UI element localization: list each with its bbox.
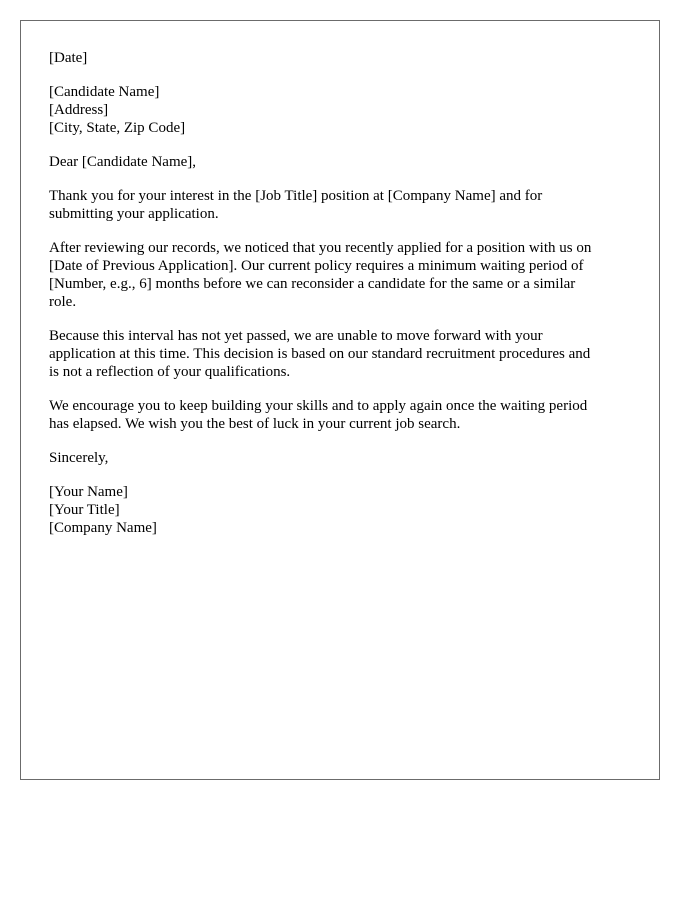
letter-page <box>20 20 660 780</box>
recipient-address-block <box>49 83 633 137</box>
paragraph-4 <box>49 397 633 433</box>
paragraph-line: Thank you for your interest in the [Job Title] position at [Company Name] and for <box>49 188 543 204</box>
paragraph-1 <box>49 187 633 223</box>
salutation-block <box>49 153 633 171</box>
signature-block <box>49 483 633 537</box>
letter-body <box>49 49 633 553</box>
recipient-address: [Address] <box>49 102 109 118</box>
recipient-name: [Candidate Name] <box>49 84 160 100</box>
paragraph-3 <box>49 327 633 381</box>
paragraph-line: has elapsed. We wish you the best of luck in your current job search. <box>49 416 461 432</box>
paragraph-line: role. <box>49 294 77 310</box>
paragraph-line: application at this time. This decision is based on our standard recruitment procedures and <box>49 346 591 362</box>
salutation: Dear [Candidate Name], <box>49 154 197 170</box>
paragraph-line: [Date of Previous Application]. Our current policy requires a minimum waiting period of <box>49 258 584 274</box>
recipient-city-state-zip: [City, State, Zip Code] <box>49 120 186 136</box>
letter-date: [Date] <box>49 50 88 66</box>
paragraph-line: submitting your application. <box>49 206 219 222</box>
signature-title: [Your Title] <box>49 502 120 518</box>
paragraph-line: We encourage you to keep building your skills and to apply again once the waiting period <box>49 398 588 414</box>
closing-block <box>49 449 633 467</box>
paragraph-line: After reviewing our records, we noticed that you recently applied for a position with us on <box>49 240 592 256</box>
paragraph-line: [Number, e.g., 6] months before we can reconsider a candidate for the same or a similar <box>49 276 576 292</box>
signature-name: [Your Name] <box>49 484 128 500</box>
date-block <box>49 49 633 67</box>
paragraph-2 <box>49 239 633 311</box>
closing: Sincerely, <box>49 450 109 466</box>
paragraph-line: is not a reflection of your qualifications. <box>49 364 291 380</box>
signature-company: [Company Name] <box>49 520 157 536</box>
paragraph-line: Because this interval has not yet passed, we are unable to move forward with your <box>49 328 543 344</box>
